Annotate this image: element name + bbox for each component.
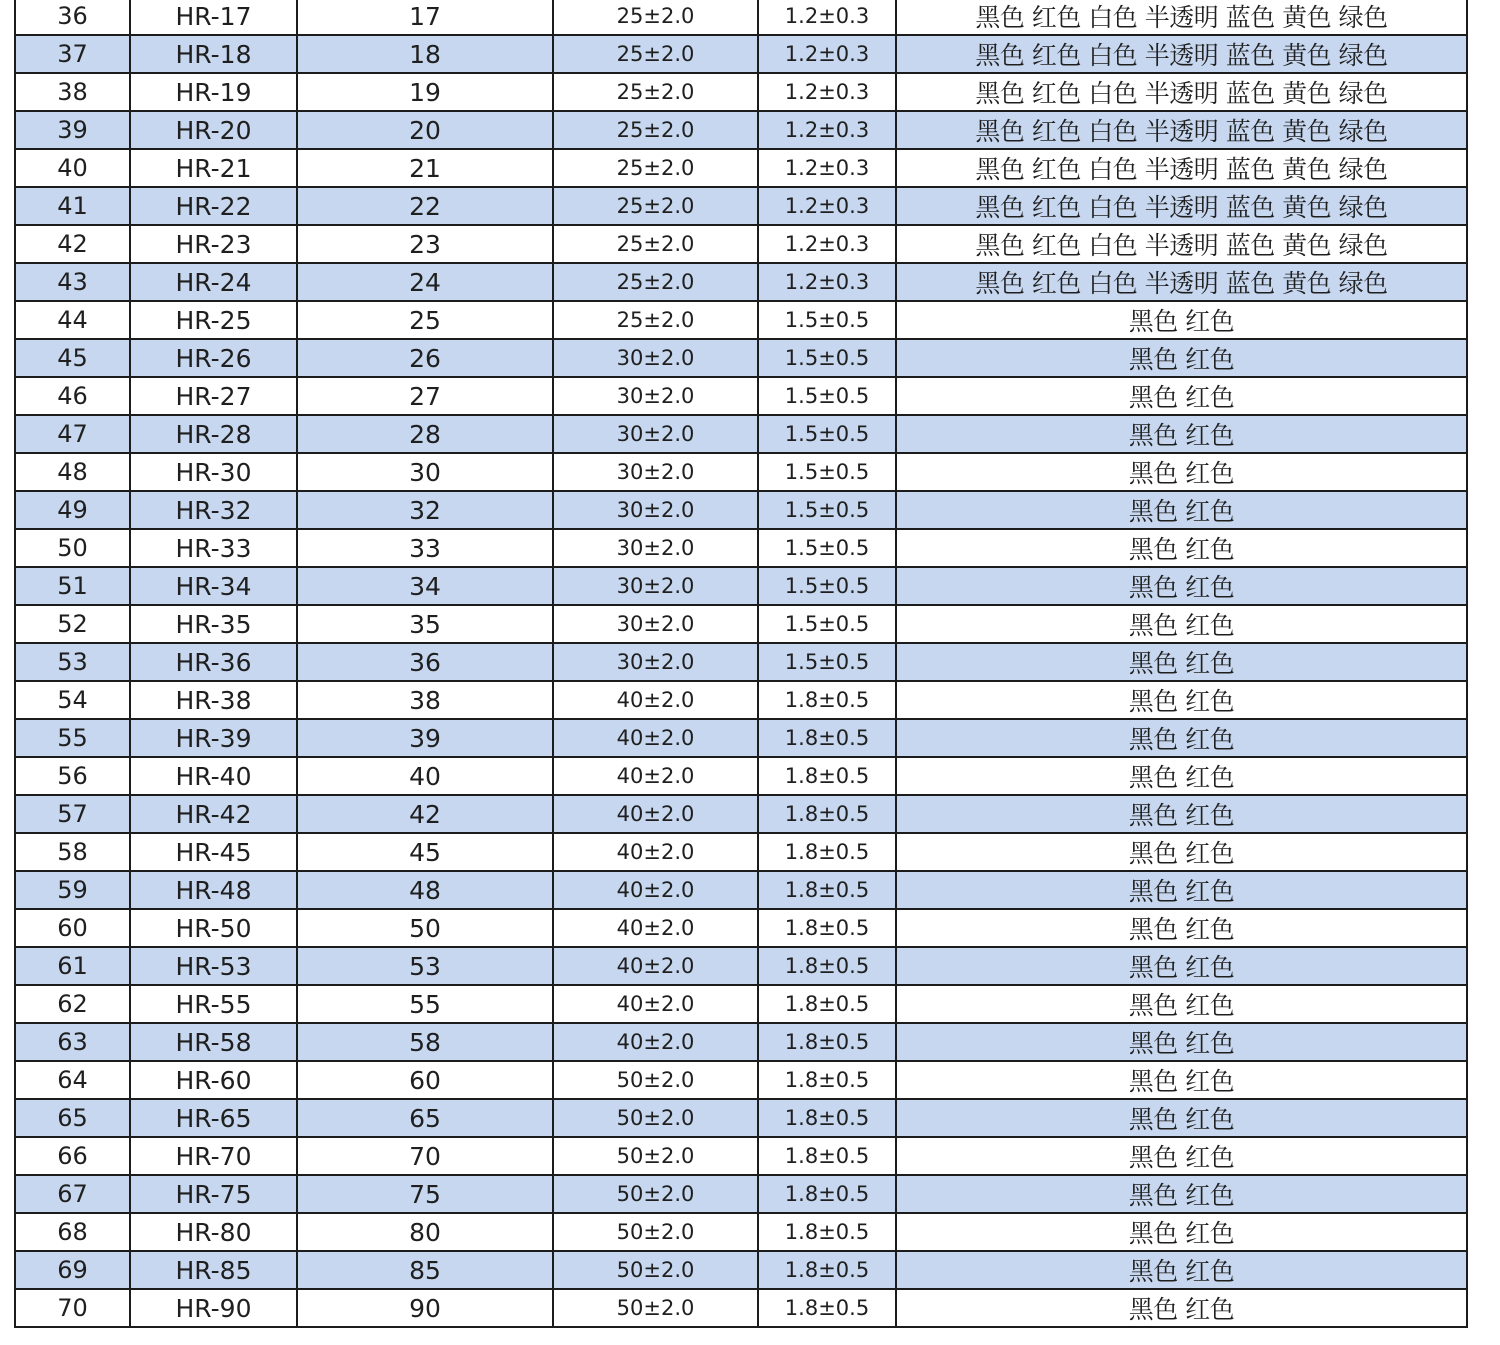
length-cell: 30±2.0 <box>553 605 758 643</box>
thickness-cell: 1.2±0.3 <box>758 111 896 149</box>
length-cell: 50±2.0 <box>553 1099 758 1137</box>
model-cell: HR-53 <box>130 947 297 985</box>
size-cell: 55 <box>297 985 553 1023</box>
table-row <box>15 795 1467 833</box>
model-cell: HR-48 <box>130 871 297 909</box>
table-row <box>15 263 1467 301</box>
table-row <box>15 681 1467 719</box>
size-cell: 85 <box>297 1251 553 1289</box>
table-row <box>15 1289 1467 1327</box>
colors-cell: 黑色 红色 <box>896 453 1467 491</box>
model-cell: HR-45 <box>130 833 297 871</box>
model-cell: HR-23 <box>130 225 297 263</box>
row-index-cell: 56 <box>15 757 130 795</box>
row-index-cell: 41 <box>15 187 130 225</box>
thickness-cell: 1.8±0.5 <box>758 757 896 795</box>
thickness-cell: 1.8±0.5 <box>758 909 896 947</box>
model-cell: HR-35 <box>130 605 297 643</box>
model-cell: HR-26 <box>130 339 297 377</box>
table-row <box>15 453 1467 491</box>
size-cell: 50 <box>297 909 553 947</box>
table-row <box>15 719 1467 757</box>
length-cell: 30±2.0 <box>553 529 758 567</box>
length-cell: 50±2.0 <box>553 1175 758 1213</box>
table-row <box>15 1251 1467 1289</box>
row-index-cell: 36 <box>15 0 130 35</box>
thickness-cell: 1.8±0.5 <box>758 1213 896 1251</box>
colors-cell: 黑色 红色 <box>896 377 1467 415</box>
table-row <box>15 1175 1467 1213</box>
model-cell: HR-20 <box>130 111 297 149</box>
table-row <box>15 643 1467 681</box>
table-row <box>15 567 1467 605</box>
table-row <box>15 909 1467 947</box>
size-cell: 40 <box>297 757 553 795</box>
model-cell: HR-58 <box>130 1023 297 1061</box>
table-row <box>15 1137 1467 1175</box>
table-row <box>15 73 1467 111</box>
colors-cell: 黑色 红色 <box>896 1289 1467 1327</box>
table-row <box>15 1099 1467 1137</box>
length-cell: 40±2.0 <box>553 909 758 947</box>
table-row <box>15 529 1467 567</box>
model-cell: HR-21 <box>130 149 297 187</box>
thickness-cell: 1.5±0.5 <box>758 415 896 453</box>
model-cell: HR-18 <box>130 35 297 73</box>
table-row <box>15 339 1467 377</box>
table-row <box>15 1061 1467 1099</box>
thickness-cell: 1.5±0.5 <box>758 643 896 681</box>
length-cell: 25±2.0 <box>553 149 758 187</box>
length-cell: 25±2.0 <box>553 0 758 35</box>
size-cell: 58 <box>297 1023 553 1061</box>
model-cell: HR-40 <box>130 757 297 795</box>
size-cell: 26 <box>297 339 553 377</box>
colors-cell: 黑色 红色 <box>896 1023 1467 1061</box>
length-cell: 25±2.0 <box>553 35 758 73</box>
row-index-cell: 53 <box>15 643 130 681</box>
length-cell: 25±2.0 <box>553 301 758 339</box>
length-cell: 40±2.0 <box>553 871 758 909</box>
thickness-cell: 1.8±0.5 <box>758 871 896 909</box>
table-row <box>15 491 1467 529</box>
size-cell: 23 <box>297 225 553 263</box>
colors-cell: 黑色 红色 <box>896 301 1467 339</box>
colors-cell: 黑色 红色 <box>896 795 1467 833</box>
table-row <box>15 757 1467 795</box>
colors-cell: 黑色 红色 <box>896 985 1467 1023</box>
thickness-cell: 1.2±0.3 <box>758 73 896 111</box>
colors-cell: 黑色 红色 <box>896 605 1467 643</box>
table-row <box>15 833 1467 871</box>
size-cell: 35 <box>297 605 553 643</box>
length-cell: 25±2.0 <box>553 111 758 149</box>
model-cell: HR-25 <box>130 301 297 339</box>
size-cell: 30 <box>297 453 553 491</box>
thickness-cell: 1.8±0.5 <box>758 1175 896 1213</box>
model-cell: HR-50 <box>130 909 297 947</box>
colors-cell: 黑色 红色 <box>896 719 1467 757</box>
size-cell: 70 <box>297 1137 553 1175</box>
length-cell: 50±2.0 <box>553 1061 758 1099</box>
size-cell: 25 <box>297 301 553 339</box>
table-row <box>15 0 1467 35</box>
row-index-cell: 46 <box>15 377 130 415</box>
row-index-cell: 55 <box>15 719 130 757</box>
length-cell: 40±2.0 <box>553 947 758 985</box>
thickness-cell: 1.8±0.5 <box>758 681 896 719</box>
length-cell: 40±2.0 <box>553 719 758 757</box>
size-cell: 75 <box>297 1175 553 1213</box>
table-row <box>15 111 1467 149</box>
size-cell: 22 <box>297 187 553 225</box>
row-index-cell: 52 <box>15 605 130 643</box>
row-index-cell: 61 <box>15 947 130 985</box>
row-index-cell: 37 <box>15 35 130 73</box>
model-cell: HR-55 <box>130 985 297 1023</box>
thickness-cell: 1.8±0.5 <box>758 1289 896 1327</box>
size-cell: 39 <box>297 719 553 757</box>
colors-cell: 黑色 红色 白色 半透明 蓝色 黄色 绿色 <box>896 35 1467 73</box>
thickness-cell: 1.2±0.3 <box>758 263 896 301</box>
table-row <box>15 301 1467 339</box>
row-index-cell: 69 <box>15 1251 130 1289</box>
model-cell: HR-28 <box>130 415 297 453</box>
thickness-cell: 1.8±0.5 <box>758 1137 896 1175</box>
size-cell: 34 <box>297 567 553 605</box>
spec-table-body <box>15 0 1467 1327</box>
model-cell: HR-30 <box>130 453 297 491</box>
length-cell: 40±2.0 <box>553 833 758 871</box>
colors-cell: 黑色 红色 <box>896 1137 1467 1175</box>
thickness-cell: 1.5±0.5 <box>758 605 896 643</box>
model-cell: HR-85 <box>130 1251 297 1289</box>
row-index-cell: 70 <box>15 1289 130 1327</box>
length-cell: 40±2.0 <box>553 681 758 719</box>
colors-cell: 黑色 红色 <box>896 643 1467 681</box>
size-cell: 60 <box>297 1061 553 1099</box>
length-cell: 50±2.0 <box>553 1137 758 1175</box>
length-cell: 40±2.0 <box>553 757 758 795</box>
colors-cell: 黑色 红色 <box>896 1251 1467 1289</box>
size-cell: 38 <box>297 681 553 719</box>
size-cell: 27 <box>297 377 553 415</box>
row-index-cell: 65 <box>15 1099 130 1137</box>
thickness-cell: 1.5±0.5 <box>758 529 896 567</box>
thickness-cell: 1.2±0.3 <box>758 0 896 35</box>
thickness-cell: 1.5±0.5 <box>758 339 896 377</box>
length-cell: 30±2.0 <box>553 567 758 605</box>
model-cell: HR-42 <box>130 795 297 833</box>
length-cell: 50±2.0 <box>553 1251 758 1289</box>
colors-cell: 黑色 红色 <box>896 1099 1467 1137</box>
table-row <box>15 187 1467 225</box>
model-cell: HR-34 <box>130 567 297 605</box>
thickness-cell: 1.2±0.3 <box>758 187 896 225</box>
row-index-cell: 47 <box>15 415 130 453</box>
model-cell: HR-19 <box>130 73 297 111</box>
length-cell: 40±2.0 <box>553 1023 758 1061</box>
thickness-cell: 1.8±0.5 <box>758 1099 896 1137</box>
colors-cell: 黑色 红色 白色 半透明 蓝色 黄色 绿色 <box>896 111 1467 149</box>
colors-cell: 黑色 红色 <box>896 491 1467 529</box>
row-index-cell: 42 <box>15 225 130 263</box>
thickness-cell: 1.8±0.5 <box>758 947 896 985</box>
size-cell: 24 <box>297 263 553 301</box>
table-row <box>15 35 1467 73</box>
model-cell: HR-38 <box>130 681 297 719</box>
length-cell: 25±2.0 <box>553 187 758 225</box>
thickness-cell: 1.8±0.5 <box>758 985 896 1023</box>
colors-cell: 黑色 红色 白色 半透明 蓝色 黄色 绿色 <box>896 263 1467 301</box>
colors-cell: 黑色 红色 <box>896 1213 1467 1251</box>
colors-cell: 黑色 红色 <box>896 833 1467 871</box>
model-cell: HR-90 <box>130 1289 297 1327</box>
size-cell: 48 <box>297 871 553 909</box>
size-cell: 42 <box>297 795 553 833</box>
model-cell: HR-60 <box>130 1061 297 1099</box>
row-index-cell: 48 <box>15 453 130 491</box>
size-cell: 28 <box>297 415 553 453</box>
model-cell: HR-33 <box>130 529 297 567</box>
model-cell: HR-32 <box>130 491 297 529</box>
colors-cell: 黑色 红色 <box>896 415 1467 453</box>
thickness-cell: 1.5±0.5 <box>758 453 896 491</box>
model-cell: HR-39 <box>130 719 297 757</box>
size-cell: 20 <box>297 111 553 149</box>
model-cell: HR-36 <box>130 643 297 681</box>
thickness-cell: 1.8±0.5 <box>758 1061 896 1099</box>
row-index-cell: 60 <box>15 909 130 947</box>
model-cell: HR-70 <box>130 1137 297 1175</box>
row-index-cell: 59 <box>15 871 130 909</box>
thickness-cell: 1.5±0.5 <box>758 301 896 339</box>
size-cell: 45 <box>297 833 553 871</box>
table-row <box>15 871 1467 909</box>
row-index-cell: 44 <box>15 301 130 339</box>
colors-cell: 黑色 红色 <box>896 681 1467 719</box>
colors-cell: 黑色 红色 <box>896 909 1467 947</box>
table-row <box>15 605 1467 643</box>
colors-cell: 黑色 红色 白色 半透明 蓝色 黄色 绿色 <box>896 73 1467 111</box>
colors-cell: 黑色 红色 <box>896 567 1467 605</box>
model-cell: HR-27 <box>130 377 297 415</box>
thickness-cell: 1.2±0.3 <box>758 225 896 263</box>
colors-cell: 黑色 红色 白色 半透明 蓝色 黄色 绿色 <box>896 149 1467 187</box>
size-cell: 19 <box>297 73 553 111</box>
row-index-cell: 45 <box>15 339 130 377</box>
table-row <box>15 377 1467 415</box>
row-index-cell: 51 <box>15 567 130 605</box>
model-cell: HR-22 <box>130 187 297 225</box>
table-row <box>15 225 1467 263</box>
table-row <box>15 415 1467 453</box>
table-row <box>15 985 1467 1023</box>
thickness-cell: 1.2±0.3 <box>758 149 896 187</box>
thickness-cell: 1.8±0.5 <box>758 833 896 871</box>
spec-table <box>14 0 1468 1328</box>
row-index-cell: 63 <box>15 1023 130 1061</box>
colors-cell: 黑色 红色 <box>896 947 1467 985</box>
model-cell: HR-65 <box>130 1099 297 1137</box>
row-index-cell: 57 <box>15 795 130 833</box>
row-index-cell: 40 <box>15 149 130 187</box>
row-index-cell: 43 <box>15 263 130 301</box>
thickness-cell: 1.8±0.5 <box>758 719 896 757</box>
length-cell: 30±2.0 <box>553 377 758 415</box>
row-index-cell: 39 <box>15 111 130 149</box>
length-cell: 25±2.0 <box>553 225 758 263</box>
length-cell: 25±2.0 <box>553 263 758 301</box>
length-cell: 30±2.0 <box>553 491 758 529</box>
table-row <box>15 947 1467 985</box>
length-cell: 30±2.0 <box>553 643 758 681</box>
size-cell: 65 <box>297 1099 553 1137</box>
thickness-cell: 1.5±0.5 <box>758 377 896 415</box>
table-row <box>15 1023 1467 1061</box>
colors-cell: 黑色 红色 白色 半透明 蓝色 黄色 绿色 <box>896 187 1467 225</box>
size-cell: 17 <box>297 0 553 35</box>
thickness-cell: 1.8±0.5 <box>758 1023 896 1061</box>
row-index-cell: 62 <box>15 985 130 1023</box>
length-cell: 40±2.0 <box>553 795 758 833</box>
colors-cell: 黑色 红色 <box>896 339 1467 377</box>
length-cell: 40±2.0 <box>553 985 758 1023</box>
size-cell: 80 <box>297 1213 553 1251</box>
length-cell: 25±2.0 <box>553 73 758 111</box>
model-cell: HR-17 <box>130 0 297 35</box>
row-index-cell: 68 <box>15 1213 130 1251</box>
thickness-cell: 1.5±0.5 <box>758 567 896 605</box>
size-cell: 36 <box>297 643 553 681</box>
row-index-cell: 64 <box>15 1061 130 1099</box>
size-cell: 90 <box>297 1289 553 1327</box>
row-index-cell: 38 <box>15 73 130 111</box>
row-index-cell: 50 <box>15 529 130 567</box>
model-cell: HR-75 <box>130 1175 297 1213</box>
colors-cell: 黑色 红色 白色 半透明 蓝色 黄色 绿色 <box>896 225 1467 263</box>
model-cell: HR-80 <box>130 1213 297 1251</box>
size-cell: 21 <box>297 149 553 187</box>
row-index-cell: 58 <box>15 833 130 871</box>
row-index-cell: 54 <box>15 681 130 719</box>
length-cell: 50±2.0 <box>553 1213 758 1251</box>
size-cell: 18 <box>297 35 553 73</box>
size-cell: 33 <box>297 529 553 567</box>
colors-cell: 黑色 红色 <box>896 529 1467 567</box>
colors-cell: 黑色 红色 <box>896 757 1467 795</box>
colors-cell: 黑色 红色 <box>896 871 1467 909</box>
model-cell: HR-24 <box>130 263 297 301</box>
length-cell: 30±2.0 <box>553 453 758 491</box>
thickness-cell: 1.2±0.3 <box>758 35 896 73</box>
row-index-cell: 66 <box>15 1137 130 1175</box>
table-row <box>15 1213 1467 1251</box>
thickness-cell: 1.8±0.5 <box>758 795 896 833</box>
row-index-cell: 49 <box>15 491 130 529</box>
table-row <box>15 149 1467 187</box>
size-cell: 53 <box>297 947 553 985</box>
length-cell: 30±2.0 <box>553 415 758 453</box>
length-cell: 50±2.0 <box>553 1289 758 1327</box>
colors-cell: 黑色 红色 白色 半透明 蓝色 黄色 绿色 <box>896 0 1467 35</box>
colors-cell: 黑色 红色 <box>896 1175 1467 1213</box>
length-cell: 30±2.0 <box>553 339 758 377</box>
thickness-cell: 1.5±0.5 <box>758 491 896 529</box>
row-index-cell: 67 <box>15 1175 130 1213</box>
colors-cell: 黑色 红色 <box>896 1061 1467 1099</box>
size-cell: 32 <box>297 491 553 529</box>
thickness-cell: 1.8±0.5 <box>758 1251 896 1289</box>
